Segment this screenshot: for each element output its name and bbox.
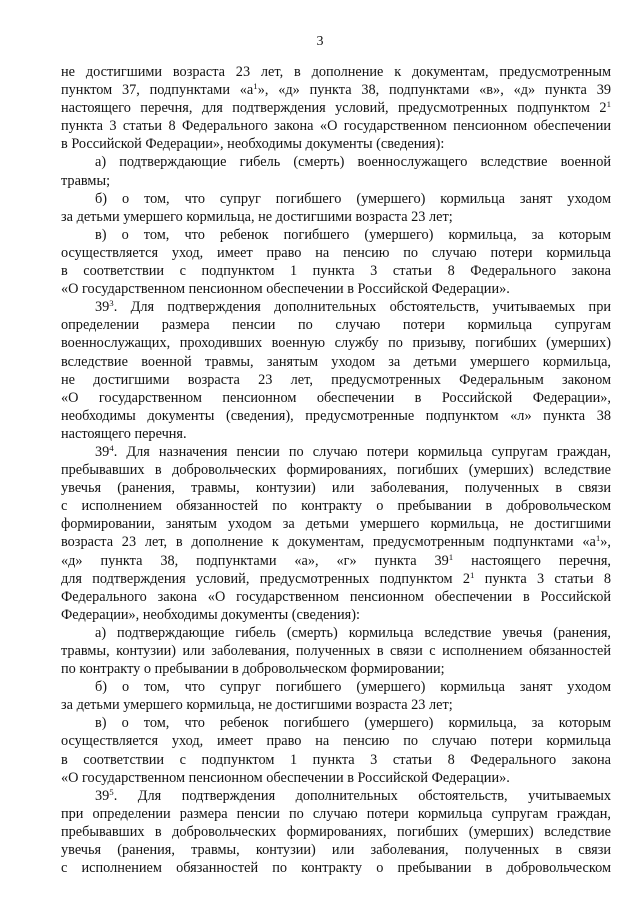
text-line: с исполнением обязанностей по контракту о пребывании в добровольческом	[61, 498, 611, 515]
text-line: за детьми умершего кормильца, не достигшими возраста 23 лет;	[61, 697, 453, 714]
text-line: определении размера пенсии по случаю потери кормильца супругам	[61, 317, 611, 334]
text-line: пункта 3 статьи 8 Федерального закона «О государственном пенсионном обеспечении	[61, 118, 611, 135]
text-line: Федерального закона «О государственном пенсионном обеспечении в Российской	[61, 588, 611, 605]
text-line: настоящего перечня.	[61, 425, 187, 442]
page-number: 3	[316, 34, 324, 49]
text-line: необходимы документы (сведения), предусмотренные подпунктом «л» пункта 38	[61, 407, 611, 424]
text-line: $39^5$. Для подтверждения дополнительных обстоятельств, учитываемых	[95, 786, 611, 804]
text-line: в) о том, что ребенок погибшего (умершего) кормильца, за которым	[95, 715, 611, 732]
superscript: 1	[595, 533, 601, 544]
text-line: пребывавших в добровольческих формированиях, погибших (умерших) вследствие	[61, 462, 611, 479]
document-body	[61, 63, 611, 877]
text-line: для подтверждения условий, предусмотренных подпунктом $2^1$ пункта 3 статьи 8	[61, 569, 612, 587]
text-line: б) о том, что супруг погибшего (умершего) кормильца занят уходом	[95, 190, 611, 207]
text-line: а) подтверждающие гибель (смерть) кормильца вследствие увечья (ранения,	[95, 624, 611, 641]
text-line: Федерации», необходимы документы (сведения):	[61, 606, 360, 623]
text-line: травмы;	[61, 172, 111, 189]
text-line: увечья (ранения, травмы, контузии) или заболевания, полученных в связи	[61, 480, 611, 497]
text-line: в) о том, что ребенок погибшего (умершего) кормильца, за которым	[95, 226, 611, 243]
text-line: не достигшими возраста 23 лет, в дополнение к документам, предусмотренным	[61, 64, 611, 80]
text-line: «О государственном пенсионном обеспечении в Российской Федерации»,	[61, 389, 611, 406]
text-line: формировании, занятым уходом за детьми умершего кормильца, не достигшими	[61, 516, 611, 533]
text-line: с исполнением обязанностей по контракту о пребывании в добровольческом	[61, 860, 611, 877]
text-line: осуществляется уход, имеет право на пенсию по случаю потери кормильца	[61, 244, 611, 261]
text-line: $39^3$. Для подтверждения дополнительных обстоятельств, учитываемых при	[95, 298, 611, 316]
text-line: в Российской Федерации», необходимы документы (сведения):	[61, 136, 445, 153]
text-line: увечья (ранения, травмы, контузии) или заболевания, полученных в связи	[61, 842, 611, 859]
text-line: «д» пункта 38, подпунктами «а», «г» пункта $39^1$ настоящего перечня,	[61, 551, 611, 569]
text-line: при определении размера пенсии по случаю потери кормильца супругам граждан,	[61, 805, 611, 822]
text-line: не достигшими возраста 23 лет, предусмотренных Федеральным законом	[61, 371, 611, 388]
text-line: осуществляется уход, имеет право на пенсию по случаю потери кормильца	[61, 733, 611, 750]
superscript: 1	[469, 569, 475, 580]
text-line: «О государственном пенсионном обеспечении в Российской Федерации».	[61, 769, 510, 786]
text-line: по контракту о пребывании в добровольческом формировании;	[61, 661, 445, 678]
text-line: $39^4$. Для назначения пенсии по случаю потери кормильца супругам граждан,	[95, 443, 611, 460]
superscript: 3	[109, 298, 114, 309]
superscript: 1	[448, 551, 454, 562]
text-line: военнослужащих, проходивших военную службу по призыву, погибших (умерших)	[61, 335, 611, 352]
text-line: пребывавших в добровольческих формированиях, погибших (умерших) вследствие	[61, 823, 611, 840]
text-line: настоящего перечня, для подтверждения условий, предусмотренных подпунктом $2^1$	[61, 99, 611, 117]
text-line: травмы, контузии) или заболевания, полученных в связи с исполнением обязанностей	[61, 643, 611, 659]
text-line: возраста 23 лет, в дополнение к документам, предусмотренным подпунктами «$а^1$»,	[61, 533, 611, 551]
superscript: 1	[253, 81, 258, 92]
text-line: в соответствии с подпунктом 1 пункта 3 статьи 8 Федерального закона	[61, 263, 611, 280]
superscript: 1	[606, 99, 611, 110]
text-line: за детьми умершего кормильца, не достигшими возраста 23 лет;	[61, 208, 453, 225]
text-line: в соответствии с подпунктом 1 пункта 3 статьи 8 Федерального закона	[61, 751, 611, 768]
superscript: 5	[109, 786, 114, 797]
text-line: а) подтверждающие гибель (смерть) военнослужащего вследствие военной	[95, 154, 611, 171]
text-line: пунктом 37, подпунктами «$а^1$», «д» пункта 38, подпунктами «в», «д» пункта 39	[61, 81, 611, 99]
text-line: «О государственном пенсионном обеспечении в Российской Федерации».	[61, 281, 510, 298]
text-line: б) о том, что супруг погибшего (умершего) кормильца занят уходом	[95, 679, 611, 696]
superscript: 4	[109, 443, 114, 454]
text-line: вследствие военной травмы, занятым уходом за детьми умершего кормильца,	[61, 353, 611, 370]
